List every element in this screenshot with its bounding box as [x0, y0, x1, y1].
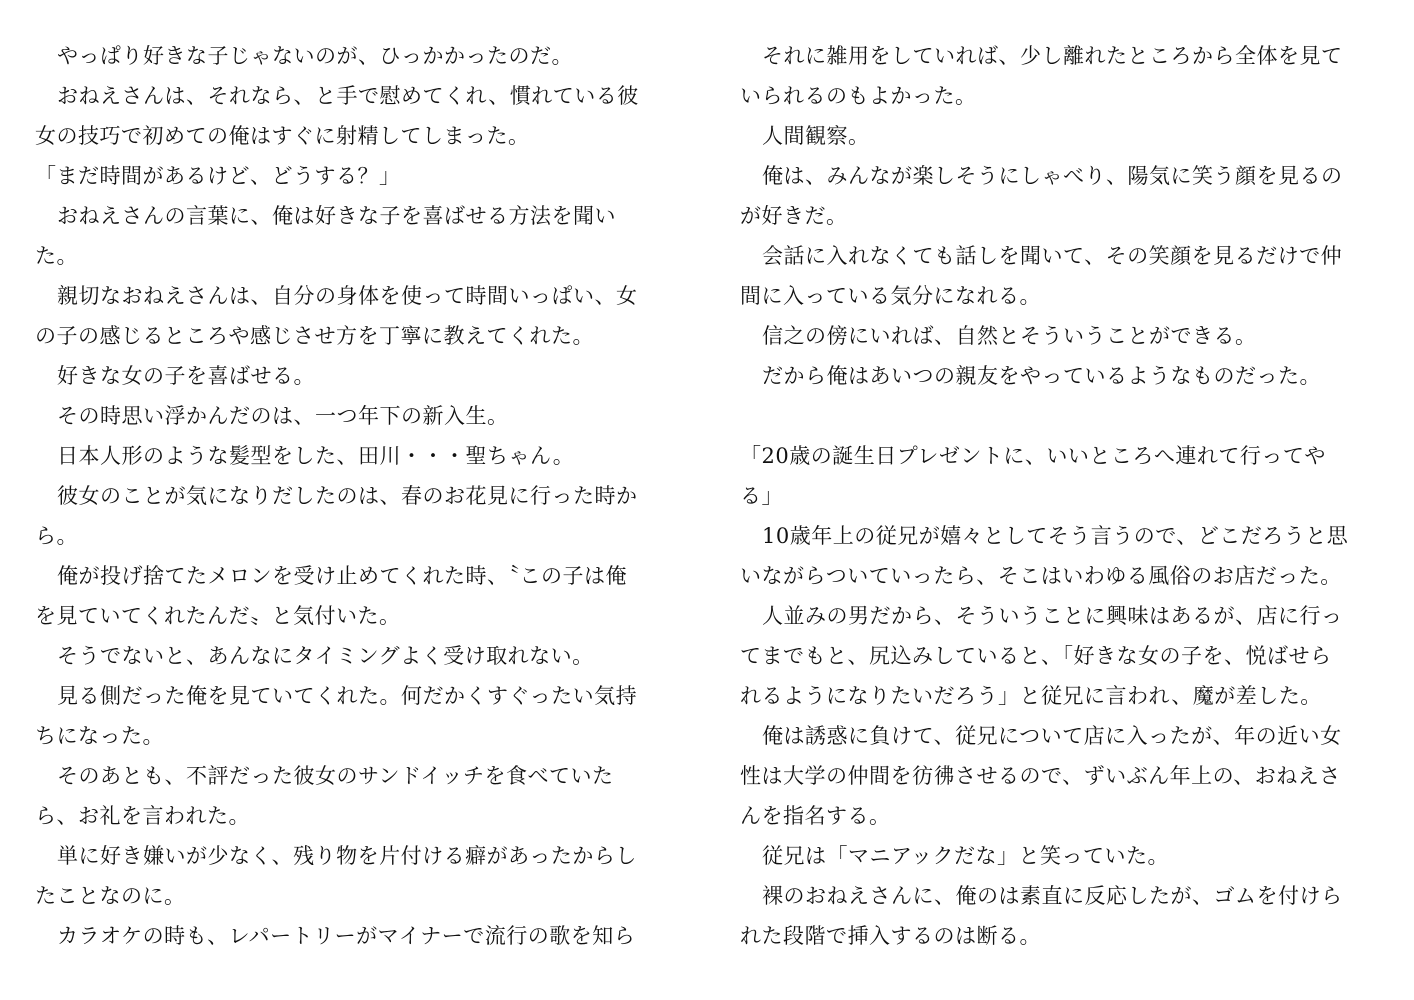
- text-line: を見ていてくれたんだ〟と気付いた。: [35, 604, 401, 628]
- text-line: 「20歳の誕生日プレゼントに、いいところへ連れて行ってや: [740, 444, 1326, 468]
- text-line: おねえさんは、それなら、と手で慰めてくれ、慣れている彼: [57, 84, 639, 108]
- text-line: 性は大学の仲間を彷彿させるので、ずいぶん年上の、おねえさ: [740, 764, 1341, 788]
- text-line: そのあとも、不評だった彼女のサンドイッチを食べていた: [57, 764, 614, 788]
- text-line: 好きな女の子を喜ばせる。: [57, 364, 315, 388]
- text-line: 人間観察。: [762, 124, 870, 148]
- text-line: 日本人形のような髪型をした、田川・・・聖ちゃん。: [57, 444, 575, 468]
- text-line: 「まだ時間があるけど、どうする？」: [35, 164, 401, 188]
- text-line: 俺は誘惑に負けて、従兄について店に入ったが、年の近い女: [762, 724, 1342, 748]
- text-line: てまでもと、尻込みしていると、「好きな女の子を、悦ばせら: [740, 644, 1332, 668]
- text-line: おねえさんの言葉に、俺は好きな子を喜ばせる方法を聞い: [57, 204, 616, 228]
- text-line: その時思い浮かんだのは、一つ年下の新入生。: [57, 404, 509, 428]
- text-line: 単に好き嫌いが少なく、残り物を片付ける癖があったからし: [57, 844, 637, 868]
- text-line: 信之の傍にいれば、自然とそういうことができる。: [762, 324, 1257, 348]
- text-line: た。: [35, 244, 78, 268]
- text-line: 女の技巧で初めての俺はすぐに射精してしまった。: [35, 124, 530, 148]
- text-line: カラオケの時も、レパートリーがマイナーで流行の歌を知ら: [57, 924, 636, 948]
- text-line: れるようになりたいだろう」と従兄に言われ、魔が差した。: [740, 684, 1322, 708]
- text-line: 間に入っている気分になれる。: [740, 284, 1041, 308]
- text-line: 従兄は「マニアックだな」と笑っていた。: [762, 844, 1170, 868]
- text-line: 会話に入れなくても話しを聞いて、その笑顔を見るだけで仲: [762, 244, 1343, 268]
- text-line: いながらついていったら、そこはいわゆる風俗のお店だった。: [740, 564, 1342, 588]
- text-line: たことなのに。: [35, 884, 186, 908]
- text-line: 彼女のことが気になりだしたのは、春のお花見に行った時か: [57, 484, 638, 508]
- text-line: 見る側だった俺を見ていてくれた。何だかくすぐったい気持: [57, 684, 638, 708]
- text-line: いられるのもよかった。: [740, 84, 977, 108]
- text-line: ちになった。: [35, 724, 164, 748]
- text-line: だから俺はあいつの親友をやっているようなものだった。: [762, 364, 1321, 388]
- text-line: 俺が投げ捨てたメロンを受け止めてくれた時、〝この子は俺: [57, 564, 627, 588]
- text-line: が好きだ。: [740, 204, 848, 228]
- text-line: それに雑用をしていれば、少し離れたところから全体を見て: [762, 44, 1343, 68]
- text-line: んを指名する。: [740, 804, 891, 828]
- text-line: ら。: [35, 524, 78, 548]
- left-column: [35, 36, 680, 956]
- text-line: そうでないと、あんなにタイミングよく受け取れない。: [57, 644, 594, 668]
- text-line: やっぱり好きな子じゃないのが、ひっかかったのだ。: [57, 44, 573, 68]
- right-column: [740, 36, 1385, 956]
- text-line: ら、お礼を言われた。: [35, 804, 250, 828]
- text-line: 俺は、みんなが楽しそうにしゃべり、陽気に笑う顔を見るの: [762, 164, 1343, 188]
- text-line: 親切なおねえさんは、自分の身体を使って時間いっぱい、女: [57, 284, 638, 308]
- text-line: 10歳年上の従兄が嬉々としてそう言うので、どこだろうと思: [762, 524, 1349, 548]
- text-line: 人並みの男だから、そういうことに興味はあるが、店に行っ: [762, 604, 1343, 628]
- text-line: る」: [740, 484, 783, 508]
- text-line: [740, 396, 1385, 436]
- text-line: の子の感じるところや感じさせ方を丁寧に教えてくれた。: [35, 324, 594, 348]
- text-line: 裸のおねえさんに、俺のは素直に反応したが、ゴムを付けら: [762, 884, 1343, 908]
- text-line: れた段階で挿入するのは断る。: [740, 924, 1041, 948]
